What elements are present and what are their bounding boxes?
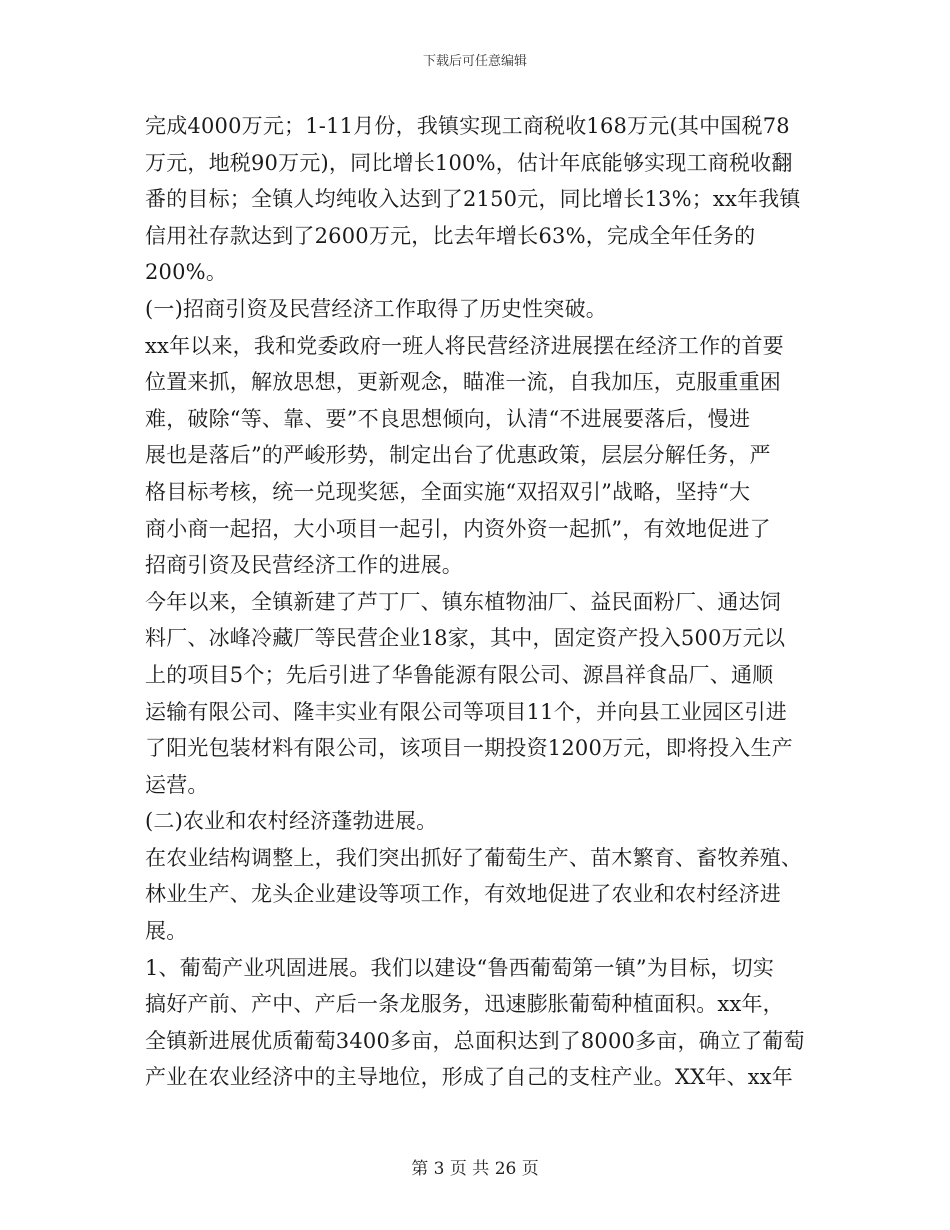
text-line: 招商引资及民营经济工作的进展。 [145, 553, 463, 578]
text-line: 番的目标；全镇人均纯收入达到了2150元，同比增长13%；xx年我镇 [145, 187, 801, 212]
text-line: 运输有限公司、隆丰实业有限公司等项目11个，并向县工业园区引进 [145, 699, 787, 724]
text-line: 展也是落后”的严峻形势，制定出台了优惠政策，层层分解任务，严 [145, 443, 771, 468]
document-body [145, 108, 815, 1096]
text-line: 今年以来，全镇新建了芦丁厂、镇东植物油厂、益民面粉厂、通达饲 [145, 589, 781, 614]
text-line: 信用社存款达到了2600万元，比去年增长63%，完成全年任务的 [145, 223, 756, 248]
text-line: xx年以来，我和党委政府一班人将民营经济进展摆在经济工作的首要 [145, 333, 784, 358]
text-line: 搞好产前、产中、产后一条龙服务，迅速膨胀葡萄种植面积。xx年， [145, 992, 784, 1017]
text-line: 产业在农业经济中的主导地位，形成了自己的支柱产业。XX年、xx年 [145, 1065, 793, 1090]
text-line: 1、葡萄产业巩固进展。我们以建设“鲁西葡萄第一镇”为目标，切实 [145, 955, 775, 980]
text-line: (二)农业和农村经济蓬勃进展。 [145, 809, 438, 834]
page-footer: 第 3 页 共 26 页 [411, 1159, 539, 1179]
text-line: 料厂、冰峰冷藏厂等民营企业18家，其中，固定资产投入500万元以 [145, 626, 786, 651]
text-line: 完成4000万元；1-11月份，我镇实现工商税收168万元(其中国税78 [145, 114, 790, 138]
text-line: 在农业结构调整上，我们突出抓好了葡萄生产、苗木繁育、畜牧养殖、 [145, 845, 803, 870]
text-line: 位置来抓，解放思想，更新观念，瞄准一流，自我加压，克服重重困 [145, 370, 781, 395]
text-line: 运营。 [145, 772, 209, 797]
text-line: 上的项目5个；先后引进了华鲁能源有限公司、源昌祥食品厂、通顺 [145, 662, 774, 687]
text-line: 商小商一起招，大小项目一起引，内资外资一起抓”，有效地促进了 [145, 516, 771, 541]
text-line: (一)招商引资及民营经济工作取得了历史性突破。 [145, 296, 607, 321]
page-header: 下载后可任意编辑 [422, 54, 527, 69]
text-line: 万元，地税90万元)，同比增长100%，估计年底能够实现工商税收翻 [145, 150, 793, 175]
text-line: 格目标考核，统一兑现奖惩，全面实施“双招双引”战略，坚持“大 [145, 479, 751, 504]
text-line: 难，破除“等、靠、要”不良思想倾向，认清“不进展要落后，慢进 [145, 406, 751, 431]
text-line: 展。 [145, 919, 188, 944]
text-line: 全镇新进展优质葡萄3400多亩，总面积达到了8000多亩，确立了葡萄 [145, 1028, 805, 1053]
text-line: 林业生产、龙头企业建设等项工作，有效地促进了农业和农村经济进 [145, 882, 781, 907]
text-line: 了阳光包装材料有限公司，该项目一期投资1200万元，即将投入生产 [145, 736, 793, 761]
text-line: 200%。 [145, 260, 228, 285]
